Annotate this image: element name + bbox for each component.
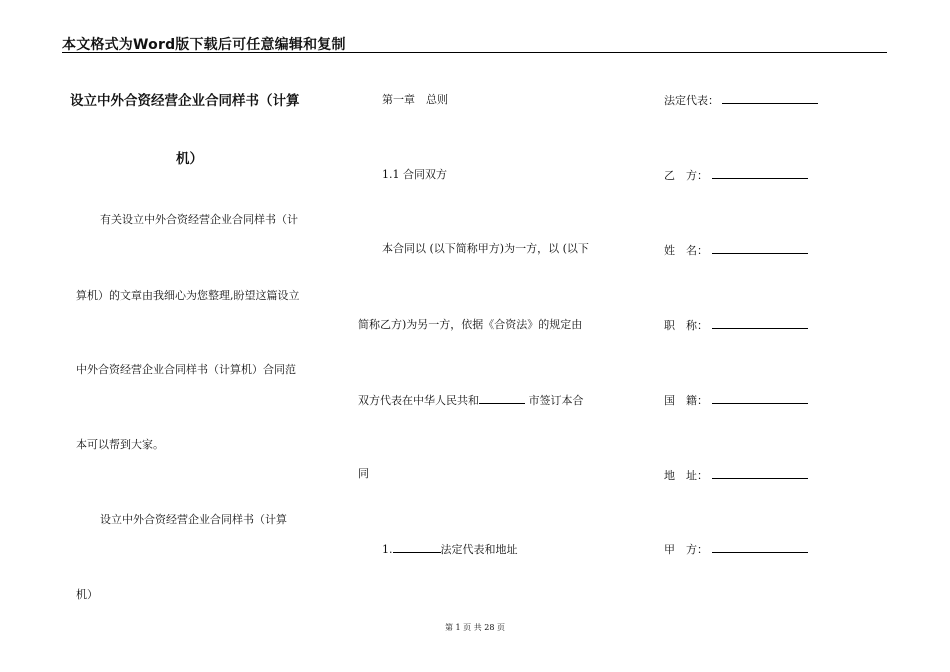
paragraph-line-1: 本合同以 (以下简称甲方)为一方，以 (以下 xyxy=(382,242,589,255)
field-nationality xyxy=(664,393,808,408)
paragraph-line-2: 简称乙方)为另一方，依据《合资法》的规定由 xyxy=(358,318,583,331)
field-blank xyxy=(712,542,808,553)
subtitle-line-1: 设立中外合资经营企业合同样书（计算 xyxy=(100,513,287,526)
field-label: 国 籍： xyxy=(664,394,708,407)
field-blank xyxy=(712,468,808,479)
field-address xyxy=(664,468,808,483)
paragraph-line-4: 同 xyxy=(358,467,369,480)
field-name xyxy=(664,243,808,258)
field-blank xyxy=(712,393,808,404)
field-blank xyxy=(722,93,818,104)
field-label: 地 址： xyxy=(664,469,708,482)
field-blank xyxy=(712,318,808,329)
intro-line-4: 本可以帮到大家。 xyxy=(76,438,164,451)
item-number: 1. xyxy=(382,543,393,556)
field-title xyxy=(664,318,808,333)
subtitle-line-2: 机） xyxy=(76,588,98,601)
city-blank xyxy=(479,393,525,404)
field-blank xyxy=(712,168,808,179)
item-blank xyxy=(393,542,441,553)
field-blank xyxy=(712,243,808,254)
field-label: 乙 方： xyxy=(664,169,708,182)
paragraph-line-3 xyxy=(358,393,584,408)
field-label: 法定代表： xyxy=(664,94,719,107)
section-heading: 1.1 合同双方 xyxy=(382,168,447,181)
chapter-heading: 第一章 总则 xyxy=(382,93,448,106)
item-text: 法定代表和地址 xyxy=(440,543,518,556)
field-label: 甲 方： xyxy=(664,543,708,556)
item-line xyxy=(382,542,518,557)
intro-line-2: 算机）的文章由我细心为您整理,盼望这篇设立 xyxy=(76,289,300,302)
field-party-b xyxy=(664,168,808,183)
header-rule xyxy=(62,52,887,53)
intro-line-3: 中外合资经营企业合同样书（计算机）合同范 xyxy=(76,363,296,376)
paragraph-line-3-start: 双方代表在中华人民共和 xyxy=(358,394,479,407)
intro-line-1: 有关设立中外合资经营企业合同样书（计 xyxy=(100,213,298,226)
field-party-a xyxy=(664,542,808,557)
page-footer: 第 1 页 共 28 页 xyxy=(445,623,505,632)
doc-title-line-1: 设立中外合资经营企业合同样书（计算 xyxy=(70,93,300,109)
paragraph-line-3-end: 市签订本合 xyxy=(525,394,584,407)
field-label: 职 称： xyxy=(664,319,708,332)
document-header: 本文格式为Word版下载后可任意编辑和复制 xyxy=(62,37,346,53)
field-legal-rep xyxy=(664,93,818,108)
field-label: 姓 名： xyxy=(664,244,708,257)
doc-title-line-2: 机） xyxy=(176,151,203,167)
